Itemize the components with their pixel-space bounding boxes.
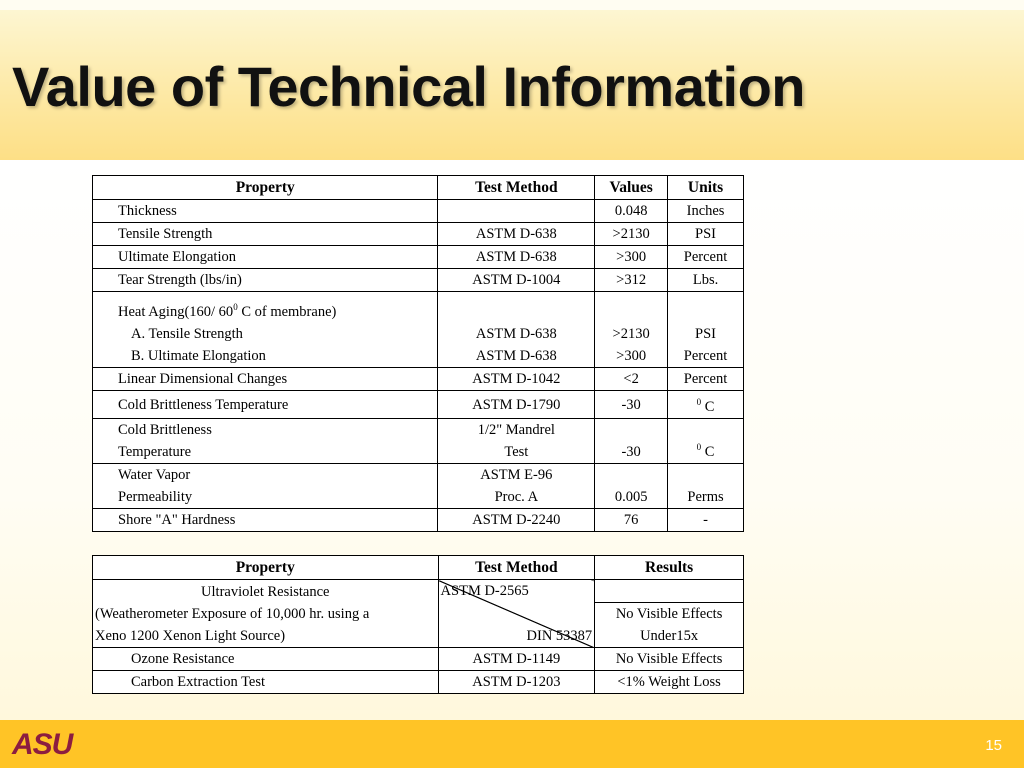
heat-aging-b-value: >300: [616, 348, 647, 364]
heat-aging-b-unit: Percent: [683, 348, 728, 364]
row-method: ASTM D-2240: [438, 509, 595, 532]
water-vapor-method: [438, 464, 595, 509]
row-unit: Percent: [668, 368, 744, 391]
cold-mandrel-value: -30: [595, 419, 668, 464]
row-value: >2130: [595, 223, 668, 246]
heat-aging-value: [595, 292, 668, 368]
water-vapor-row: [93, 464, 744, 509]
row-unit: $^0$ C: [668, 391, 744, 419]
row-method: ASTM D-1149: [438, 648, 595, 671]
row-value: 76: [595, 509, 668, 532]
table-row: [93, 671, 744, 694]
asu-logo: ASU: [12, 728, 73, 761]
uv-method-bottom: DIN 53387: [526, 628, 593, 644]
row-property: Linear Dimensional Changes: [93, 368, 438, 391]
row-method: ASTM D-1203: [438, 671, 595, 694]
heat-aging-a-unit: PSI: [695, 326, 717, 342]
uv-property-line2: (Weatherometer Exposure of 10,000 hr. using a: [95, 605, 370, 622]
table-row: [93, 200, 744, 223]
table-row: [93, 368, 744, 391]
water-vapor-method-line1: ASTM E-96: [480, 467, 553, 483]
heat-aging-method: [438, 292, 595, 368]
title-band: [0, 0, 1024, 160]
cold-mandrel-method-line2: Test: [504, 444, 529, 460]
water-vapor-property-line2: Permeability: [118, 489, 193, 505]
uv-row: [93, 580, 744, 648]
table-row: [93, 648, 744, 671]
row-unit: -: [668, 509, 744, 532]
page-number: 15: [985, 737, 1002, 754]
slide-title: Value of Technical Information: [12, 55, 805, 118]
footer-bar: [0, 720, 1024, 768]
row-property: Cold Brittleness Temperature: [93, 391, 438, 419]
water-vapor-method-line2: Proc. A: [494, 489, 539, 505]
header-test-method: Test Method: [438, 556, 595, 580]
cold-mandrel-property: [93, 419, 438, 464]
table-row: [93, 391, 744, 419]
row-property: Tensile Strength: [93, 223, 438, 246]
table-header-row: [93, 556, 744, 580]
water-vapor-unit: Perms: [668, 464, 744, 509]
header-values: Values: [595, 176, 668, 200]
row-value: >312: [595, 269, 668, 292]
uv-result: [595, 580, 744, 648]
heat-aging-b-method: ASTM D-638: [475, 348, 557, 364]
row-method: ASTM D-638: [438, 246, 595, 269]
table-row: [93, 246, 744, 269]
row-property: Ozone Resistance: [93, 648, 439, 671]
header-units: Units: [668, 176, 744, 200]
row-unit: Percent: [668, 246, 744, 269]
cold-mandrel-property-line1: Cold Brittleness: [118, 422, 212, 438]
row-result: No Visible Effects: [595, 648, 744, 671]
row-method: ASTM D-1790: [438, 391, 595, 419]
row-unit: PSI: [668, 223, 744, 246]
row-property: Tear Strength (lbs/in): [93, 269, 438, 292]
row-result: <1% Weight Loss: [595, 671, 744, 694]
heat-aging-a-label: A. Tensile Strength: [131, 326, 243, 342]
heat-aging-b-label: B. Ultimate Elongation: [131, 348, 266, 364]
row-value: 0.048: [595, 200, 668, 223]
cold-mandrel-method-line1: 1/2" Mandrel: [477, 422, 555, 438]
row-method: ASTM D-638: [438, 223, 595, 246]
row-property: Shore "A" Hardness: [93, 509, 438, 532]
table-header-row: [93, 176, 744, 200]
row-property: Thickness: [93, 200, 438, 223]
row-method: ASTM D-1004: [438, 269, 595, 292]
row-unit: Inches: [668, 200, 744, 223]
heat-aging-unit: [668, 292, 744, 368]
row-method: [438, 200, 595, 223]
water-vapor-property-line1: Water Vapor: [118, 467, 191, 483]
cold-mandrel-property-line2: Temperature: [118, 444, 192, 460]
properties-table: [92, 175, 744, 532]
cold-mandrel-row: [93, 419, 744, 464]
row-method: ASTM D-1042: [438, 368, 595, 391]
cold-mandrel-unit: $^0$ C: [668, 419, 744, 464]
water-vapor-property: [93, 464, 438, 509]
header-test-method: Test Method: [438, 176, 595, 200]
heat-aging-a-value: >2130: [612, 326, 650, 342]
heat-aging-property: [93, 292, 438, 368]
uv-result-line2: Under15x: [640, 628, 699, 644]
cold-mandrel-method: [438, 419, 595, 464]
table-row: [93, 509, 744, 532]
header-results: Results: [595, 556, 744, 580]
table-row: [93, 223, 744, 246]
heat-aging-title: Heat Aging(160/ $60^0$ C of membrane): [118, 302, 337, 320]
header-property: Property: [93, 556, 439, 580]
header-property: Property: [93, 176, 438, 200]
row-property: Carbon Extraction Test: [93, 671, 439, 694]
heat-aging-row: [93, 292, 744, 368]
uv-property-line1: Ultraviolet Resistance: [201, 583, 330, 600]
uv-result-line1: No Visible Effects: [615, 606, 723, 622]
water-vapor-value: 0.005: [595, 464, 668, 509]
table-row: [93, 269, 744, 292]
row-value: >300: [595, 246, 668, 269]
row-property: Ultimate Elongation: [93, 246, 438, 269]
row-value: -30: [595, 391, 668, 419]
row-value: <2: [595, 368, 668, 391]
results-table: [92, 555, 744, 694]
uv-method: [438, 580, 595, 648]
uv-method-top: ASTM D-2565: [440, 583, 529, 599]
heat-aging-a-method: ASTM D-638: [475, 326, 557, 342]
row-unit: Lbs.: [668, 269, 744, 292]
uv-property-line3: Xeno 1200 Xenon Light Source): [95, 627, 286, 644]
uv-property: [93, 580, 439, 648]
